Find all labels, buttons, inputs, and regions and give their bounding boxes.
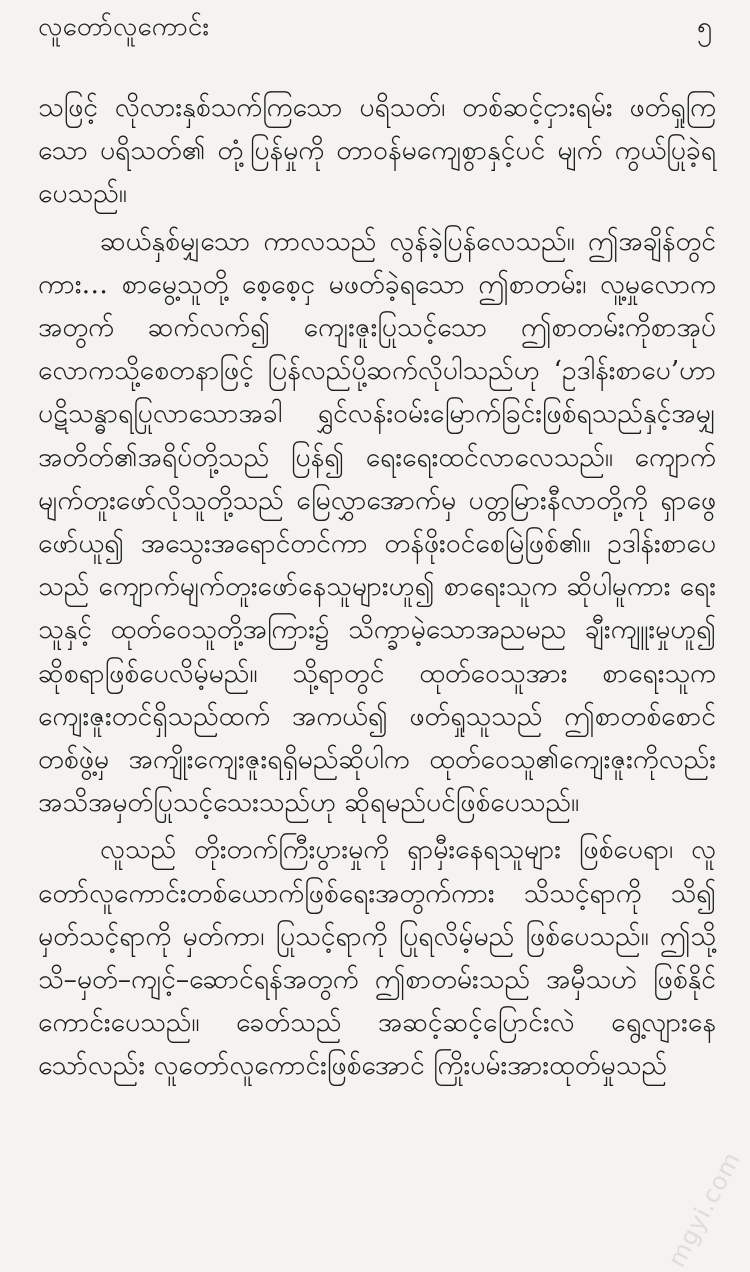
watermark: mgyi.com bbox=[661, 1146, 746, 1272]
paragraph-3: လူသည် တိုးတက်ကြီးပွားမှုကို ရှာမှီးနေရသူများ ဖြစ်ပေရာ၊ လူတော်လူကောင်းတစ်ယောက်ဖြစ်ရေးအတွက်ကား သိသင့်ရာကို သိ၍ မှတ်သင့်ရာကို မှတ်ကာ၊ ပြုသင့်ရာကို ပြုရလိမ့်မည် ဖြစ်ပေသည်။ ဤသို့ သိ–မှတ်–ကျင့်–ဆောင်ရန်အတွက် ဤစာတမ်းသည် အမှီသဟဲ ဖြစ်နိုင်ကောင်းပေသည်။ ခေတ်သည် အဆင့်ဆင့်ပြောင်းလဲ ရွေ့လျားနေသော်လည်း လူတော်လူကောင်းဖြစ်အောင် ကြိုးပမ်းအားထုတ်မှုသည် bbox=[38, 834, 716, 1082]
paragraph-2: ဆယ်နှစ်မျှသော ကာလသည် လွန်ခဲ့ပြန်လေသည်။ ဤအချိန်တွင်ကား… စာမွေ့သူတို့ စေ့စေ့ငှ မဖတ်ခဲ့ရသော ဤစာတမ်း၊ လူ့မှုလောကအတွက် ဆက်လက်၍ ကျေးဇူးပြုသင့်သော ဤစာတမ်းကိုစာအုပ်လောကသို့စေတနာဖြင့် ပြန်လည်ပို့ဆက်လိုပါသည်ဟု ‘ဥဒါန်းစာပေ’ဟာ ပဋိသန္ဓာရပြုလာသောအခါ ရွှင်လန်းဝမ်းမြောက်ခြင်းဖြစ်ရသည်နှင့်အမျှ အတိတ်၏အရိပ်တို့သည် ပြန်၍ ရေးရေးထင်လာလေသည်။ ကျောက်မျက်တူးဖော်လိုသူတို့သည် မြေလွှာအောက်မှ ပတ္တမြားနီလာတို့ကို ရှာဖွေဖော်ယူ၍ အသွေးအရောင်တင်ကာ တန်ဖိုးဝင်စေမြဲဖြစ်၏။ ဥဒါန်းစာပေသည် ကျောက်မျက်တူးဖော်နေသူများဟူ၍ စာရေးသူက ဆိုပါမူကား ရေးသူနှင့် ထုတ်ဝေသူတို့အကြား၌ သိက္ခာမဲ့သောအညမည ချီးကျူးမှုဟူ၍ ဆိုစရာဖြစ်ပေလိမ့်မည်။ သို့ရာတွင် ထုတ်ဝေသူအား စာရေးသူက ကျေးဇူးတင်ရှိသည်ထက် အကယ်၍ ဖတ်ရှုသူသည် ဤစာတစ်စောင်တစ်ဖွဲ့မှ အကျိုးကျေးဇူးရရှိမည်ဆိုပါက ထုတ်ဝေသူ၏ကျေးဇူးကိုလည်း အသိအမှတ်ပြုသင့်သေးသည်ဟု ဆိုရမည်ပင်ဖြစ်ပေသည်။ bbox=[38, 225, 716, 819]
page-number: ၅ bbox=[696, 11, 712, 42]
running-title: လူတော်လူကောင်း bbox=[38, 12, 210, 42]
paragraph-1: သဖြင့် လိုလားနှစ်သက်ကြသော ပရိသတ်၊ တစ်ဆင့်ငှားရမ်း ဖတ်ရှုကြသော ပရိသတ်၏ တုံ့ပြန်မှုကို တာဝန်မကျေစွာနှင့်ပင် မျက် ကွယ်ပြုခဲ့ရပေသည်။ bbox=[38, 92, 716, 210]
page-header bbox=[38, 0, 716, 60]
body-text bbox=[38, 86, 716, 1088]
